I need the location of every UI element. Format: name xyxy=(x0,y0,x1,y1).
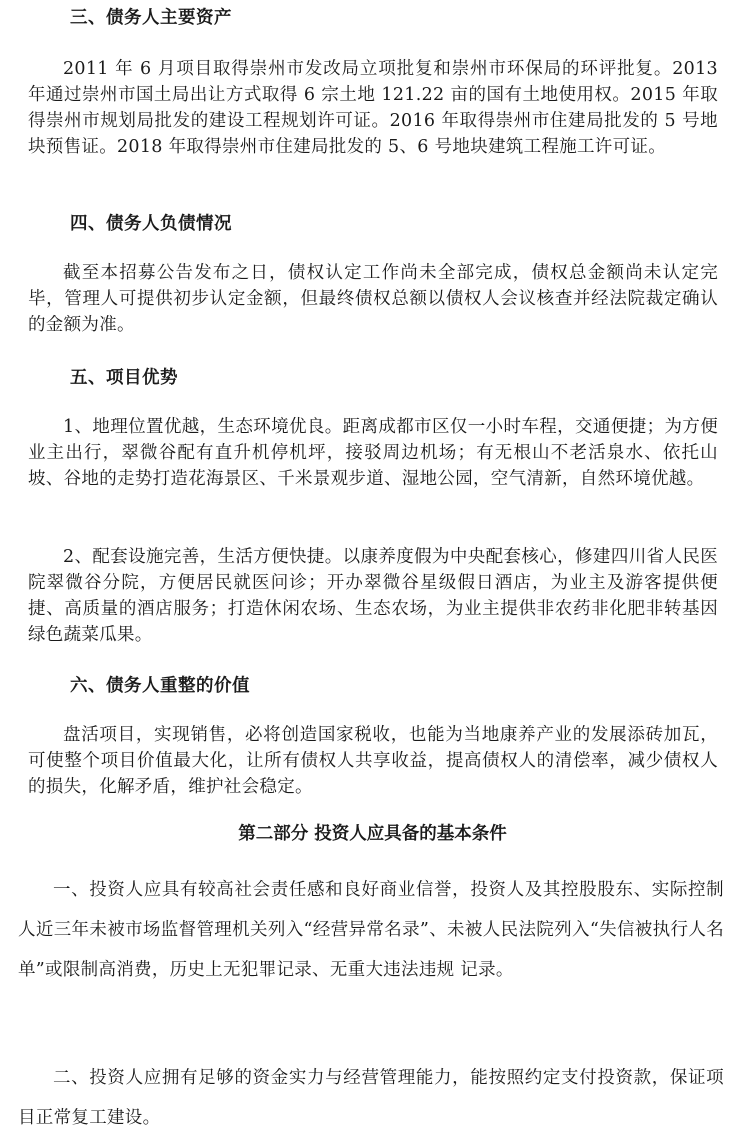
heading-project-advantages: 五、项目优势 xyxy=(70,368,178,388)
heading-debtor-liabilities: 四、债务人负债情况 xyxy=(70,214,232,234)
part-two-title: 第二部分 投资人应具备的基本条件 xyxy=(238,824,507,844)
paragraph-debtor-main-assets: 2011 年 6 月项目取得崇州市发改局立项批复和崇州市环保局的环评批复。2013 年通过崇州市国土局出让方式取得 6 宗土地 121.22 亩的国有土地使用权。2015 年取得崇州市规划局批发的建设工程规划许可证。2016 年取得崇州市住建局批发的 5 号地块预售证。2018 年取得崇州市住建局批发的 5、6 号地块建筑工程施工许可证。 xyxy=(28,59,718,157)
paragraph-advantage-location: 1、地理位置优越，生态环境优良。距离成都市区仅一小时车程，交通便捷；为方便业主出行，翠微谷配有直升机停机坪，接驳周边机场；有无根山不老活泉水、依托山坡、谷地的走势打造花海景区、千米景观步道、湿地公园，空气清新，自然环境优越。 xyxy=(28,417,718,489)
paragraph-restructuring-value: 盘活项目，实现销售，必将创造国家税收，也能为当地康养产业的发展添砖加瓦，可使整个项目价值最大化，让所有债权人共享收益，提高债权人的清偿率，减少债权人的损失，化解矛盾，维护社会稳定。 xyxy=(28,725,718,797)
heading-debtor-main-assets: 三、债务人主要资产 xyxy=(70,8,232,28)
paragraph-advantage-facilities: 2、配套设施完善，生活方便快捷。以康养度假为中央配套核心，修建四川省人民医院翠微谷分院，方便居民就医问诊；开办翠微谷星级假日酒店，为业主及游客提供便捷、高质量的酒店服务；打造休闲农场、生态农场，为业主提供非农药非化肥非转基因绿色蔬菜瓜果。 xyxy=(28,547,718,645)
paragraph-investor-capital-requirement: 二、投资人应拥有足够的资金实力与经营管理能力，能按照约定支付投资款，保证项目正常复工建设。 xyxy=(18,1068,724,1128)
heading-restructuring-value: 六、债务人重整的价值 xyxy=(70,676,250,696)
paragraph-debtor-liabilities: 截至本招募公告发布之日，债权认定工作尚未全部完成，债权总金额尚未认定完毕，管理人可提供初步认定金额，但最终债权总额以债权人会议核查并经法院裁定确认的金额为准。 xyxy=(28,263,718,335)
paragraph-investor-credit-requirement: 一、投资人应具有较高社会责任感和良好商业信誉，投资人及其控股股东、实际控制人近三年未被市场监督管理机关列入“经营异常名录”、未被人民法院列入“失信被执行人名单”或限制高消费，历史上无犯罪记录、无重大违法违规 记录。 xyxy=(18,880,724,980)
